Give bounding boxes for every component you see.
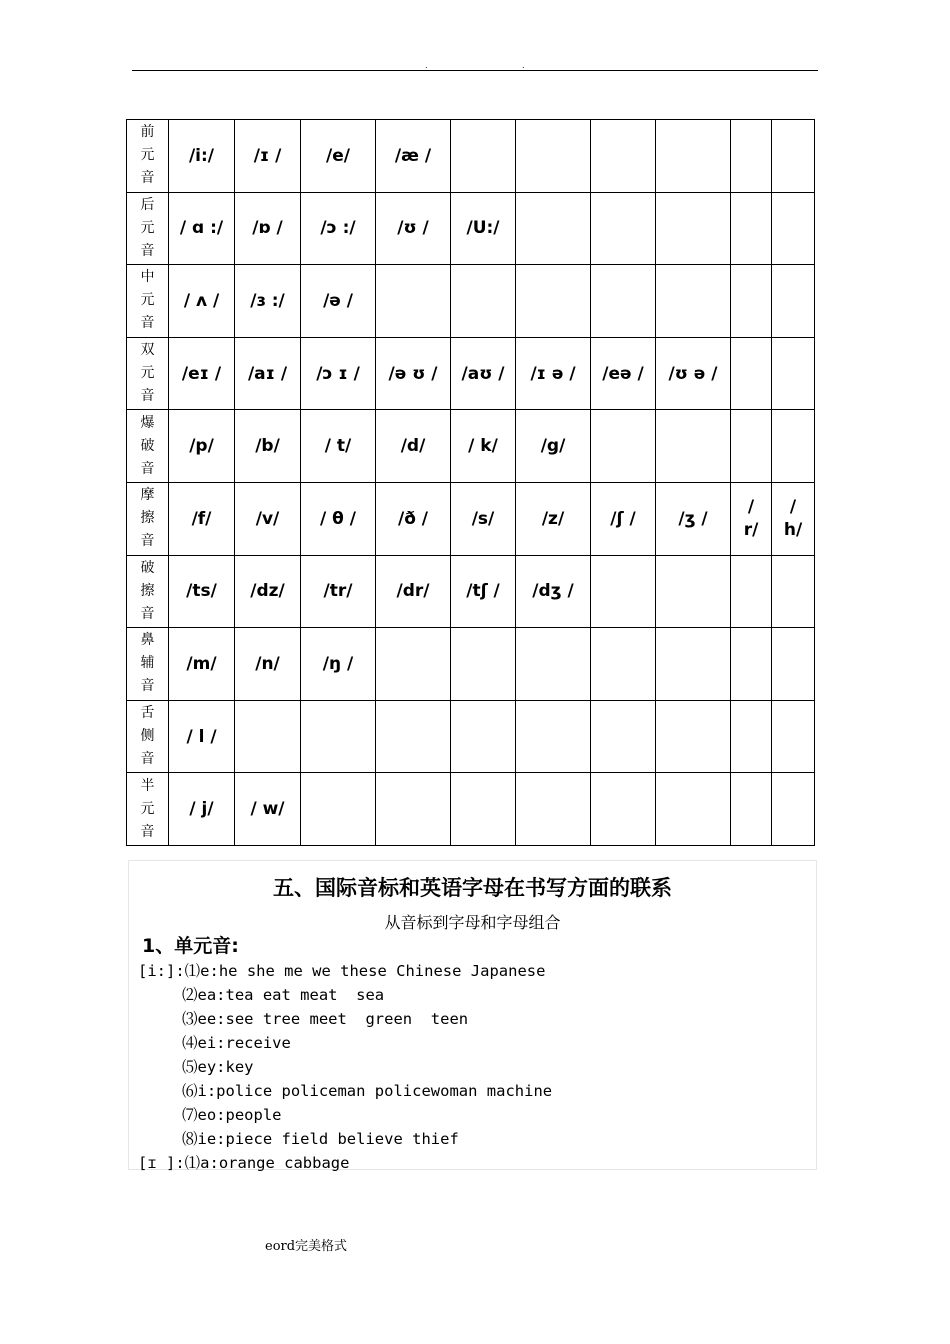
symbol-cell: /eə / [591, 337, 656, 410]
symbol-cell [772, 120, 815, 193]
symbol-cell [731, 265, 772, 338]
table-row [127, 410, 815, 483]
symbol-cell [451, 628, 516, 701]
text-line: ⑺eo:people [182, 1106, 282, 1124]
symbol-cell [451, 120, 516, 193]
category-char: 元 [140, 219, 155, 236]
symbol-cell: / t/ [301, 410, 376, 483]
symbol-cell [656, 265, 731, 338]
symbol-cell: /tʃ / [451, 555, 516, 628]
symbol-cell [591, 628, 656, 701]
text-line: ⑹i:police policeman policewoman machine [182, 1082, 553, 1100]
symbol-cell [591, 410, 656, 483]
symbol-cell [772, 410, 815, 483]
symbol-cell: /f/ [169, 482, 235, 555]
table-row [127, 555, 815, 628]
symbol-cell [656, 628, 731, 701]
symbol-cell: /eɪ / [169, 337, 235, 410]
symbol-cell [731, 773, 772, 846]
category-char: 辅 [140, 655, 155, 672]
symbol-cell: / ɑ :/ [169, 192, 235, 265]
symbol-cell [376, 773, 451, 846]
symbol-cell [731, 337, 772, 410]
text-line: [i:]:⑴e:he she me we these Chinese Japanese [138, 962, 546, 980]
symbol-cell [772, 773, 815, 846]
category-char: 前 [140, 124, 155, 141]
category-char: 破 [140, 559, 155, 576]
symbol-cell: / θ / [301, 482, 376, 555]
ipa-table [126, 119, 815, 846]
footer-text: eord完美格式 [265, 1239, 348, 1254]
symbol-part: r/ [743, 519, 759, 540]
symbol-cell: /ɔ :/ [301, 192, 376, 265]
text-line: ⑶ee:see tree meet green teen [182, 1010, 469, 1028]
symbol-cell [772, 192, 815, 265]
category-char: 舌 [140, 705, 155, 722]
symbol-cell [591, 265, 656, 338]
category-cell [127, 773, 169, 846]
symbol-cell: /d/ [376, 410, 451, 483]
text-line: ⑻ie:piece field believe thief [182, 1130, 459, 1148]
category-char: 音 [140, 388, 155, 405]
symbol-cell [656, 700, 731, 773]
symbol-cell [516, 700, 591, 773]
section-subtitle: 从音标到字母和字母组合 [384, 913, 561, 932]
category-char: 音 [140, 170, 155, 187]
symbol-cell: /ʊ ə / [656, 337, 731, 410]
symbol-cell [772, 482, 815, 555]
category-char: 音 [140, 533, 155, 550]
symbol-cell [656, 192, 731, 265]
category-cell [127, 410, 169, 483]
symbol-part: / [747, 496, 755, 517]
symbol-cell: / w/ [235, 773, 301, 846]
category-char: 鼻 [140, 632, 155, 649]
symbol-cell: /m/ [169, 628, 235, 701]
symbol-cell [656, 410, 731, 483]
symbol-cell: /z/ [516, 482, 591, 555]
category-char: 中 [140, 269, 155, 286]
symbol-cell: / k/ [451, 410, 516, 483]
category-char: 音 [140, 242, 155, 259]
text-line: ⑸ey:key [182, 1058, 254, 1076]
symbol-cell [731, 410, 772, 483]
symbol-cell [301, 773, 376, 846]
table-row [127, 120, 815, 193]
symbol-cell: /s/ [451, 482, 516, 555]
symbol-cell [731, 700, 772, 773]
symbol-cell: /ɔ ɪ / [301, 337, 376, 410]
symbol-cell: /i:/ [169, 120, 235, 193]
header-rule [132, 70, 818, 71]
symbol-cell [376, 628, 451, 701]
symbol-cell: /g/ [516, 410, 591, 483]
category-cell [127, 265, 169, 338]
symbol-cell: /ŋ / [301, 628, 376, 701]
symbol-cell: /U:/ [451, 192, 516, 265]
symbol-cell [731, 482, 772, 555]
section-five [128, 860, 817, 1170]
symbol-cell: /ʊ / [376, 192, 451, 265]
symbol-cell [301, 700, 376, 773]
table-row [127, 628, 815, 701]
symbol-cell [731, 628, 772, 701]
category-cell [127, 628, 169, 701]
symbol-cell [591, 773, 656, 846]
symbol-cell [731, 555, 772, 628]
category-cell [127, 700, 169, 773]
text-line: ⑵ea:tea eat meat sea [182, 986, 385, 1004]
symbol-cell: /tr/ [301, 555, 376, 628]
symbol-cell [451, 773, 516, 846]
symbol-cell [516, 120, 591, 193]
symbol-cell: / ʌ / [169, 265, 235, 338]
category-char: 音 [140, 460, 155, 477]
section-title: 五、国际音标和英语字母在书写方面的联系 [273, 875, 672, 900]
symbol-cell [591, 700, 656, 773]
symbol-cell: /ɪ / [235, 120, 301, 193]
symbol-cell: /ɜ :/ [235, 265, 301, 338]
category-cell [127, 482, 169, 555]
symbol-cell [772, 628, 815, 701]
category-char: 元 [140, 365, 155, 382]
symbol-cell [656, 120, 731, 193]
symbol-cell [731, 120, 772, 193]
symbol-cell [772, 555, 815, 628]
category-char: 擦 [140, 582, 155, 599]
symbol-cell: /ʃ / [591, 482, 656, 555]
symbol-cell [516, 773, 591, 846]
symbol-cell: /ɒ / [235, 192, 301, 265]
category-char: 爆 [140, 414, 155, 431]
table-row [127, 265, 815, 338]
category-char: 音 [140, 678, 155, 695]
table-row [127, 773, 815, 846]
symbol-cell: / j/ [169, 773, 235, 846]
symbol-cell: /aɪ / [235, 337, 301, 410]
category-char: 半 [140, 777, 155, 794]
symbol-cell [731, 192, 772, 265]
table-row [127, 337, 815, 410]
category-char: 摩 [140, 487, 155, 504]
category-char: 侧 [140, 728, 155, 745]
table-row [127, 700, 815, 773]
symbol-cell [451, 700, 516, 773]
symbol-cell [516, 628, 591, 701]
symbol-cell [772, 700, 815, 773]
category-char: 擦 [140, 510, 155, 527]
symbol-cell: /b/ [235, 410, 301, 483]
symbol-cell [516, 265, 591, 338]
symbol-cell [376, 700, 451, 773]
section-heading: 1、单元音: [142, 935, 239, 957]
symbol-cell: /ð / [376, 482, 451, 555]
symbol-cell: /ə ʊ / [376, 337, 451, 410]
category-char: 元 [140, 147, 155, 164]
symbol-cell: / l / [169, 700, 235, 773]
symbol-cell: /n/ [235, 628, 301, 701]
symbol-cell [772, 337, 815, 410]
symbol-cell [376, 265, 451, 338]
symbol-cell: /dʒ / [516, 555, 591, 628]
symbol-cell: /ʒ / [656, 482, 731, 555]
symbol-part: h/ [783, 519, 803, 540]
symbol-cell: /ts/ [169, 555, 235, 628]
symbol-cell: /dr/ [376, 555, 451, 628]
category-cell [127, 337, 169, 410]
symbol-cell: /æ / [376, 120, 451, 193]
symbol-cell [591, 120, 656, 193]
symbol-cell [516, 192, 591, 265]
symbol-cell: /v/ [235, 482, 301, 555]
header-dot: . [522, 61, 525, 70]
header-dot: . [425, 61, 428, 70]
category-char: 音 [140, 751, 155, 768]
category-char: 音 [140, 605, 155, 622]
table-row [127, 192, 815, 265]
symbol-cell [656, 773, 731, 846]
symbol-cell: /dz/ [235, 555, 301, 628]
category-char: 音 [140, 315, 155, 332]
category-cell [127, 192, 169, 265]
category-char: 破 [140, 437, 155, 454]
symbol-cell [591, 192, 656, 265]
symbol-cell: /ɪ ə / [516, 337, 591, 410]
category-char: 元 [140, 292, 155, 309]
text-line: ⑷ei:receive [182, 1034, 291, 1052]
category-cell [127, 120, 169, 193]
category-cell [127, 555, 169, 628]
symbol-part: / [789, 496, 797, 517]
category-char: 音 [140, 823, 155, 840]
text-line: [ɪ ]:⑴a:orange cabbage [138, 1154, 350, 1172]
symbol-cell: /e/ [301, 120, 376, 193]
category-char: 后 [140, 196, 155, 213]
category-char: 元 [140, 800, 155, 817]
symbol-cell [235, 700, 301, 773]
symbol-cell [656, 555, 731, 628]
symbol-cell: /p/ [169, 410, 235, 483]
category-char: 双 [140, 342, 155, 359]
symbol-cell: /ə / [301, 265, 376, 338]
symbol-cell [772, 265, 815, 338]
symbol-cell: /aʊ / [451, 337, 516, 410]
table-row [127, 482, 815, 555]
symbol-cell [591, 555, 656, 628]
symbol-cell [451, 265, 516, 338]
